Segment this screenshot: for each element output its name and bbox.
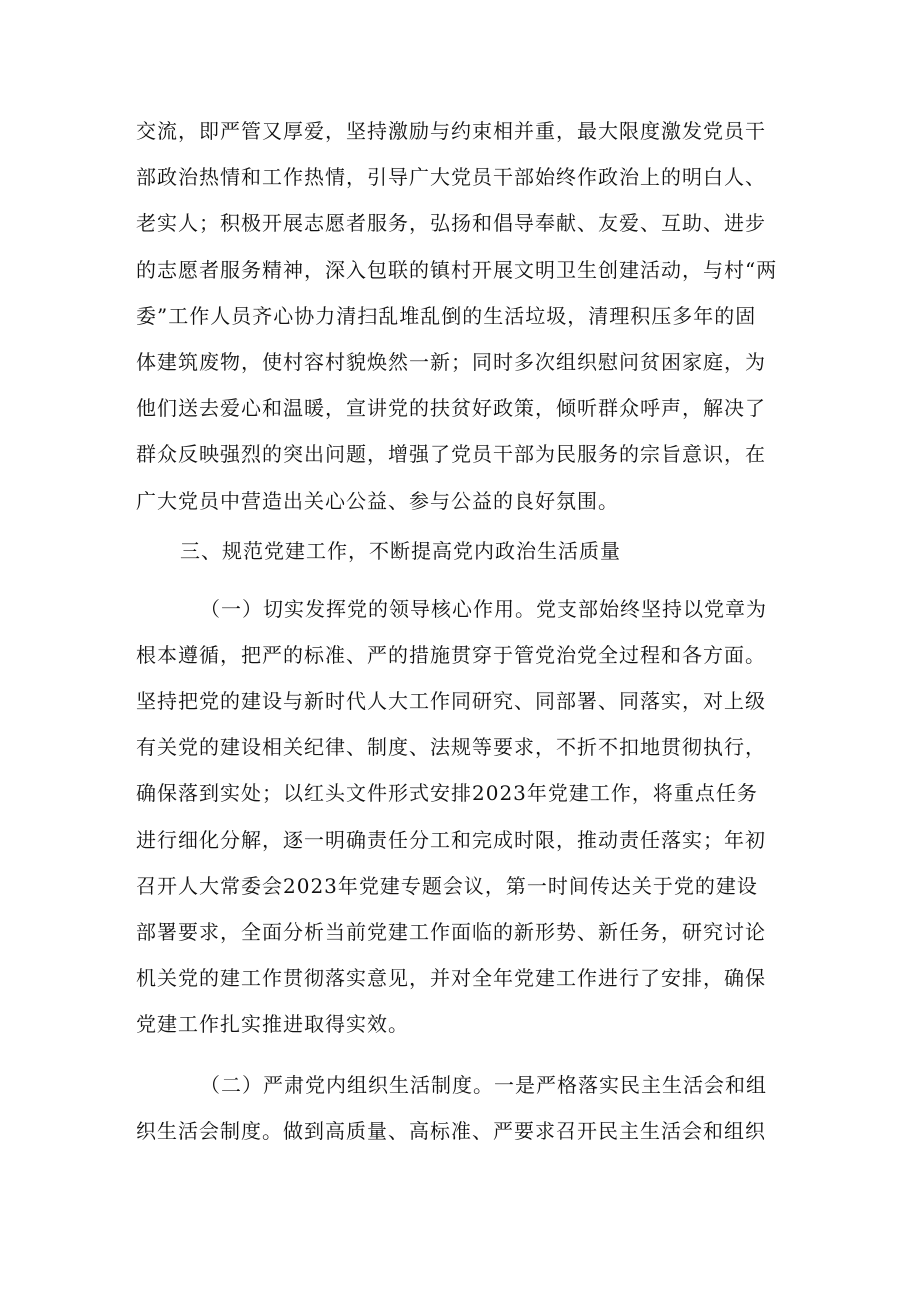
- paragraph-line: 有关党的建设相关纪律、制度、法规等要求，不折不扣地贯彻执行，: [136, 735, 766, 760]
- paragraph-line: 织生活会制度。做到高质量、高标准、严要求召开民主生活会和组织: [136, 1118, 766, 1143]
- paragraph-line: 体建筑废物，使村容村貌焕然一新；同时多次组织慰问贫困家庭，为: [136, 349, 766, 374]
- paragraph-line: 交流，即严管又厚爱，坚持激励与约束相并重，最大限度激发党员干: [136, 119, 766, 143]
- paragraph-line: 根本遵循，把严的标准、严的措施贯穿于管党治党全过程和各方面。: [136, 642, 766, 667]
- paragraph-line: 召开人大常委会2023年党建专题会议，第一时间传达关于党的建设: [136, 873, 758, 898]
- paragraph-line: 部政治热情和工作热情，引导广大党员干部始终作政治上的明白人、: [136, 165, 766, 190]
- paragraph-first-line: （一）切实发挥党的领导核心作用。党支部始终坚持以党章为: [200, 596, 767, 621]
- section-heading: 三、规范党建工作，不断提高党内政治生活质量: [180, 538, 621, 563]
- paragraph-volunteer-service: [136, 108, 786, 524]
- paragraph-first-line: （二）严肃党内组织生活制度。一是严格落实民主生活会和组: [200, 1072, 767, 1097]
- paragraph-party-leadership: [136, 586, 786, 1048]
- paragraph-line: 老实人；积极开展志愿者服务，弘扬和倡导奉献、友爱、互助、进步: [136, 211, 766, 236]
- paragraph-line: 党建工作扎实推进取得实效。: [136, 1012, 409, 1037]
- paragraph-line: 坚持把党的建设与新时代人大工作同研究、同部署、同落实，对上级: [136, 689, 766, 714]
- paragraph-line: 进行细化分解，逐一明确责任分工和完成时限，推动责任落实；年初: [136, 827, 766, 852]
- paragraph-line: 委”工作人员齐心协力清扫乱堆乱倒的生活垃圾，清理积压多年的固: [136, 303, 757, 328]
- paragraph-line: 广大党员中营造出关心公益、参与公益的良好氛围。: [136, 488, 619, 513]
- paragraph-line: 他们送去爱心和温暖，宣讲党的扶贫好政策，倾听群众呼声，解决了: [136, 396, 766, 421]
- paragraph-line: 的志愿者服务精神，深入包联的镇村开展文明卫生创建活动，与村“两: [136, 257, 778, 282]
- paragraph-line: 机关党的建工作贯彻落实意见，并对全年党建工作进行了安排，确保: [136, 966, 766, 991]
- document-body: [136, 108, 786, 1154]
- paragraph-organization-life: [136, 1062, 786, 1154]
- paragraph-line: 部署要求，全面分析当前党建工作面临的新形势、新任务，研究讨论: [136, 920, 766, 944]
- paragraph-line: 确保落到实处；以红头文件形式安排2023年党建工作，将重点任务: [136, 781, 758, 806]
- paragraph-line: 群众反映强烈的突出问题，增强了党员干部为民服务的宗旨意识，在: [136, 442, 766, 467]
